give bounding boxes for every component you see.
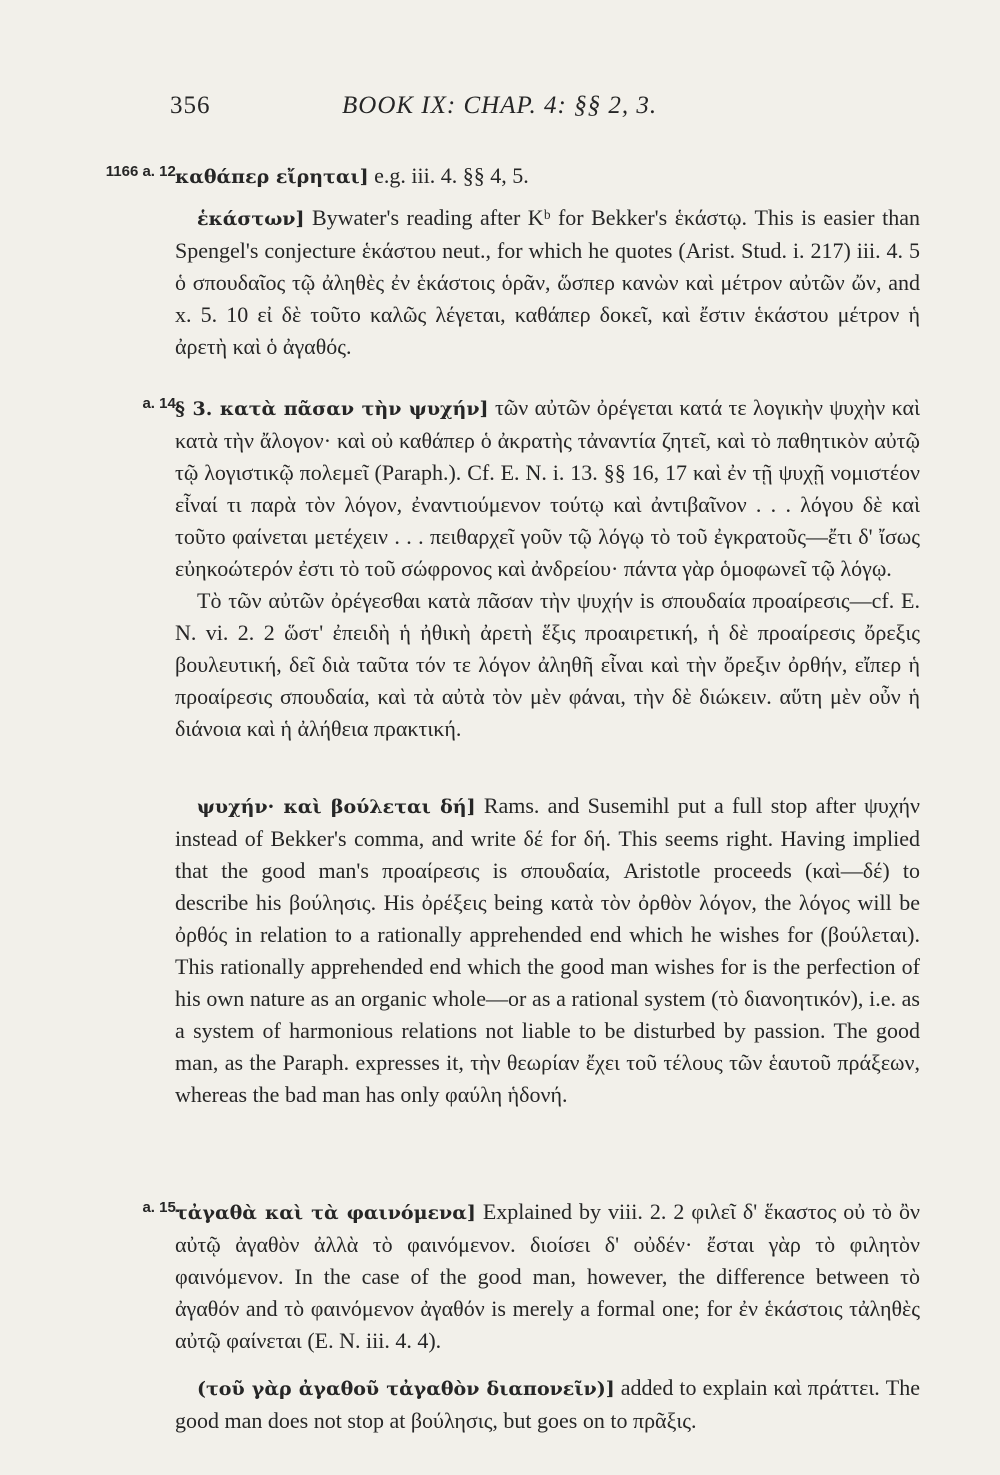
lemma: καθάπερ εἴρηται] <box>175 166 369 188</box>
note-text: τῶν αὐτῶν ὀρέγεται κατά τε λογικὴν ψυχὴν καὶ κατὰ τὴν ἄλογον· καὶ οὐ καθάπερ ὁ ἀκρατὴς τἀναντία ζητεῖ, καὶ τὸ παθητικὸν αὐτῷ τῷ λογιστικῷ πολεμεῖ (Paraph.). Cf. E. N. i. 13. §§ 16, 17 καὶ ἐν τῇ ψυχῇ νομιστέον εἶναί τι παρὰ τὸν λόγον, ἐναντιούμενον τούτῳ καὶ ἀντιβαῖνον . . . λόγου δὲ καὶ τοῦτο φαίνεται μετέχειν . . . πειθαρχεῖ γοῦν τῷ λόγῳ τὸ τοῦ ἐγκρατοῦς—ἔτι δ' ἴσως εὐηκοώτερόν ἐστι τὸ τοῦ σώφρονος καὶ ἀνδρείου· πάντα γὰρ ὁμοφωνεῖ τῷ λόγῳ. <box>175 395 921 581</box>
note-body <box>175 392 920 745</box>
note-body <box>175 1196 920 1357</box>
lemma: ψυχήν· καὶ βούλεται δή] <box>197 796 476 818</box>
lemma: (τοῦ γὰρ ἀγαθοῦ τἀγαθὸν διαπονεῖν)] <box>197 1378 615 1400</box>
note-text: added to explain καὶ πράττει. The good man does not stop at βούλησις, but goes on to πρᾶξις. <box>175 1375 921 1433</box>
note-body <box>175 1372 920 1437</box>
page-number: 356 <box>170 92 211 119</box>
line-reference: 1166 a. 12. <box>105 163 180 180</box>
note-body <box>175 160 920 193</box>
line-reference: a. 14. <box>142 395 180 412</box>
lemma: § 3. κατὰ πᾶσαν τὴν ψυχήν] <box>175 398 489 420</box>
note-text: Rams. and Susemihl put a full stop after ψυχήν instead of Bekker's comma, and write δέ for δή. This seems right. Having implied that the good man's προαίρεσις is σπουδαία, Aristotle proceeds (καὶ—δέ) to describe his βούλησις. His ὀρέξεις being κατὰ τὸν ὀρθὸν λόγον, the λόγος will be ὀρθός in relation to a rationally apprehended end which he wishes for (βούλεται). This rationally apprehended end which the good man wishes for is the perfection of his own nature as an organic whole—or as a rational system (τὸ διανοητικόν), i.e. as a system of harmonious relations not liable to be disturbed by passion. The good man, as the Paraph. expresses it, τὴν θεωρίαν ἔχει τοῦ τέλους τῶν ἑαυτοῦ πράξεων, whereas the bad man has only φαύλη ἡδονή. <box>175 793 920 1107</box>
note-body <box>175 202 920 363</box>
line-reference: a. 15. <box>142 1199 180 1216</box>
lemma: τἀγαθὰ καὶ τὰ φαινόμενα] <box>175 1202 476 1224</box>
note-text: e.g. iii. 4. §§ 4, 5. <box>374 163 529 188</box>
note-text: Explained by viii. 2. 2 φιλεῖ δ' ἕκαστος οὐ τὸ ὂν αὐτῷ ἀγαθὸν ἀλλὰ τὸ φαινόμενον. διοίσει δ' οὐδέν· ἔσται γὰρ τὸ φιλητὸν φαινόμενον. In the case of the good man, however, the difference between τὸ ἀγαθόν and τὸ φαινόμενον ἀγαθόν is merely a formal one; for ἐν ἑκάστοις τἀληθὲς αὐτῷ φαίνεται (E. N. iii. 4. 4). <box>175 1199 921 1353</box>
note-body <box>175 790 920 1111</box>
note-text: Bywater's reading after Kᵇ for Bekker's ἑκάστῳ. This is easier than Spengel's conjecture ἑκάστου neut., for which he quotes (Arist. Stud. i. 217) iii. 4. 5 ὁ σπουδαῖος τῷ ἀληθὲς ἐν ἑκάστοις ὁρᾶν, ὥσπερ κανὼν καὶ μέτρον αὐτῶν ὤν, and x. 5. 10 εἰ δὲ τοῦτο καλῶς λέγεται, καθάπερ δοκεῖ, καὶ ἔστιν ἑκάστου μέτρον ἡ ἀρετὴ καὶ ὁ ἀγαθός. <box>175 205 920 359</box>
note-paragraph: Τὸ τῶν αὐτῶν ὀρέγεσθαι κατὰ πᾶσαν τὴν ψυχήν is σπουδαία προαίρεσις—cf. E. N. vi. 2. 2 ὥστ' ἐπειδὴ ἡ ἠθικὴ ἀρετὴ ἕξις προαιρετική, ἡ δὲ προαίρεσις ὄρεξις βουλευτική, δεῖ διὰ ταῦτα τόν τε λόγον ἀληθῆ εἶναι καὶ τὴν ὄρεξιν ὀρθήν, εἴπερ ἡ προαίρεσις σπουδαία, καὶ τὰ αὐτὰ τὸν μὲν φάναι, τὴν δὲ διώκειν. αὕτη μὲν οὖν ἡ διάνοια καὶ ἡ ἀλήθεια πρακτική. <box>175 588 920 741</box>
running-title: BOOK IX: CHAP. 4: §§ 2, 3. <box>342 92 658 119</box>
lemma: ἑκάστων] <box>197 208 305 230</box>
